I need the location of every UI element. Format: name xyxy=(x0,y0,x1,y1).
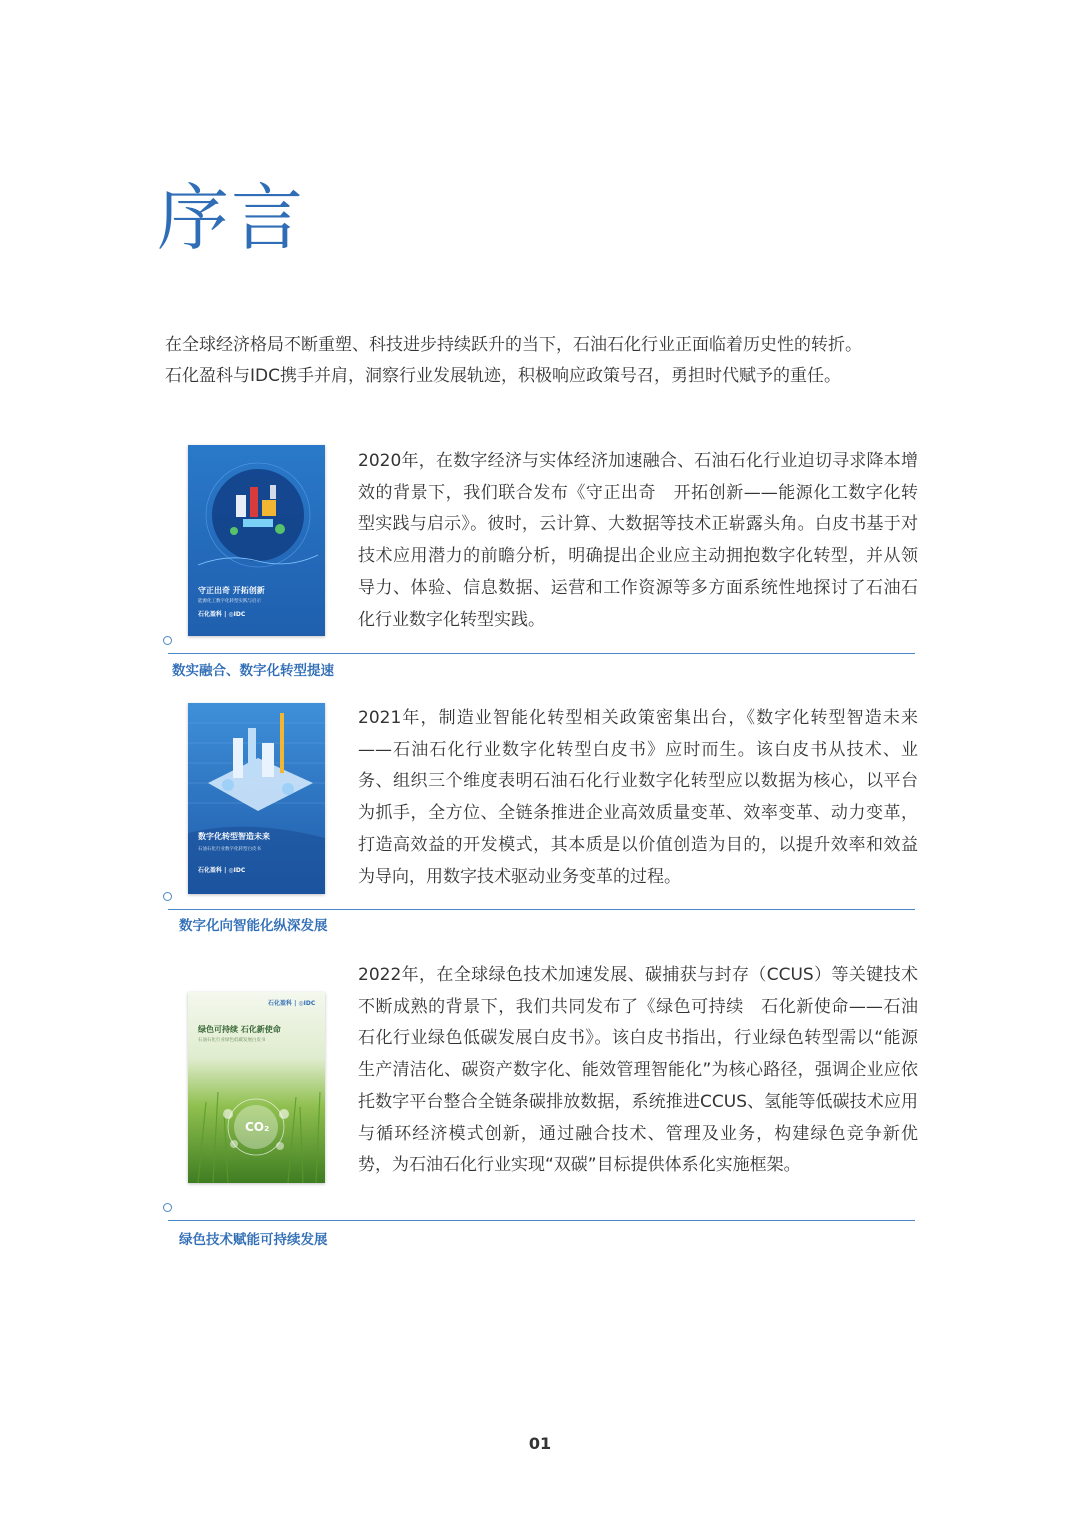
section-body: 2022年，在全球绿色技术加速发展、碳捕获与封存（CCUS）等关键技术不断成熟的背景下，我们共同发布了《绿色可持续 石化新使命——石油石化行业绿色低碳发展白皮书》。该白皮书指出，行业绿色转型需以“能源生产清洁化、碳资产数字化、能效管理智能化”为核心路径，强调企业应依托数字平台整合全链条碳排放数据，系统推进CCUS、氢能等低碳技术应用与循环经济模式创新，通过融合技术、管理及业务，构建绿色竞争新优势，为石油石化行业实现“双碳”目标提供体系化实施框架。 xyxy=(358,965,918,1176)
cover-logo: 石化盈科 | ◎IDC xyxy=(198,611,246,618)
cover-illustration xyxy=(188,992,325,1183)
section-divider xyxy=(168,653,915,654)
cover-illustration xyxy=(188,445,325,636)
cover-logo: 石化盈科 | ◎IDC xyxy=(198,867,246,874)
section-divider xyxy=(168,1220,915,1221)
section-divider xyxy=(168,909,915,910)
intro-paragraph xyxy=(165,330,945,392)
timeline-dot xyxy=(163,636,172,645)
section-body: 2021年，制造业智能化转型相关政策密集出台，《数字化转型智造未来——石油石化行业数字化转型白皮书》应时而生。该白皮书从技术、业务、组织三个维度表明石油石化行业数字化转型应以数据为核心，以平台为抓手，全方位、全链条推进企业高效质量变革、效率变革、动力变革，打造高效益的开发模式，其本质是以价值创造为目的，以提升效率和效益为导向，用数字技术驱动业务变革的过程。 xyxy=(358,708,918,887)
section-body: 2020年，在数字经济与实体经济加速融合、石油石化行业迫切寻求降本增效的背景下，我们联合发布《守正出奇 开拓创新——能源化工数字化转型实践与启示》。彼时，云计算、大数据等技术正崭露头角。白皮书基于对技术应用潜力的前瞻分析，明确提出企业应主动拥抱数字化转型，并从领导力、体验、信息数据、运营和工作资源等多方面系统性地探讨了石油石化行业数字化转型实践。 xyxy=(358,451,918,630)
cover-title: 绿色可持续 石化新使命 xyxy=(198,1025,281,1034)
page-number: 01 xyxy=(528,1434,552,1453)
page-title: 序言 xyxy=(157,176,306,260)
intro-line: 在全球经济格局不断重塑、科技进步持续跃升的当下，石油石化行业正面临着历史性的转折。 xyxy=(165,335,862,355)
cover-title: 数字化转型智造未来 xyxy=(198,832,270,841)
cover-logo: 石化盈科 | ◎IDC xyxy=(268,1000,316,1007)
timeline-dot xyxy=(163,892,172,901)
section-caption: 数实融合、数字化转型提速 xyxy=(172,663,334,679)
cover-subtitle: 能源化工数字化转型实践与启示 xyxy=(198,599,261,604)
section-caption: 绿色技术赋能可持续发展 xyxy=(179,1232,328,1248)
whitepaper-cover-2021 xyxy=(188,703,325,894)
whitepaper-cover-2022 xyxy=(188,992,325,1183)
whitepaper-cover-2020 xyxy=(188,445,325,636)
cover-subtitle: 石油石化行业绿色低碳发展白皮书 xyxy=(198,1038,266,1043)
intro-line: 石化盈科与IDC携手并肩，洞察行业发展轨迹，积极响应政策号召，勇担时代赋予的重任。 xyxy=(165,366,841,386)
section-caption: 数字化向智能化纵深发展 xyxy=(179,918,328,934)
timeline-dot xyxy=(163,1203,172,1212)
cover-title: 守正出奇 开拓创新 xyxy=(198,586,265,595)
co2-badge: CO₂ xyxy=(245,1120,270,1134)
cover-subtitle: 石油石化行业数字化转型白皮书 xyxy=(198,847,261,852)
